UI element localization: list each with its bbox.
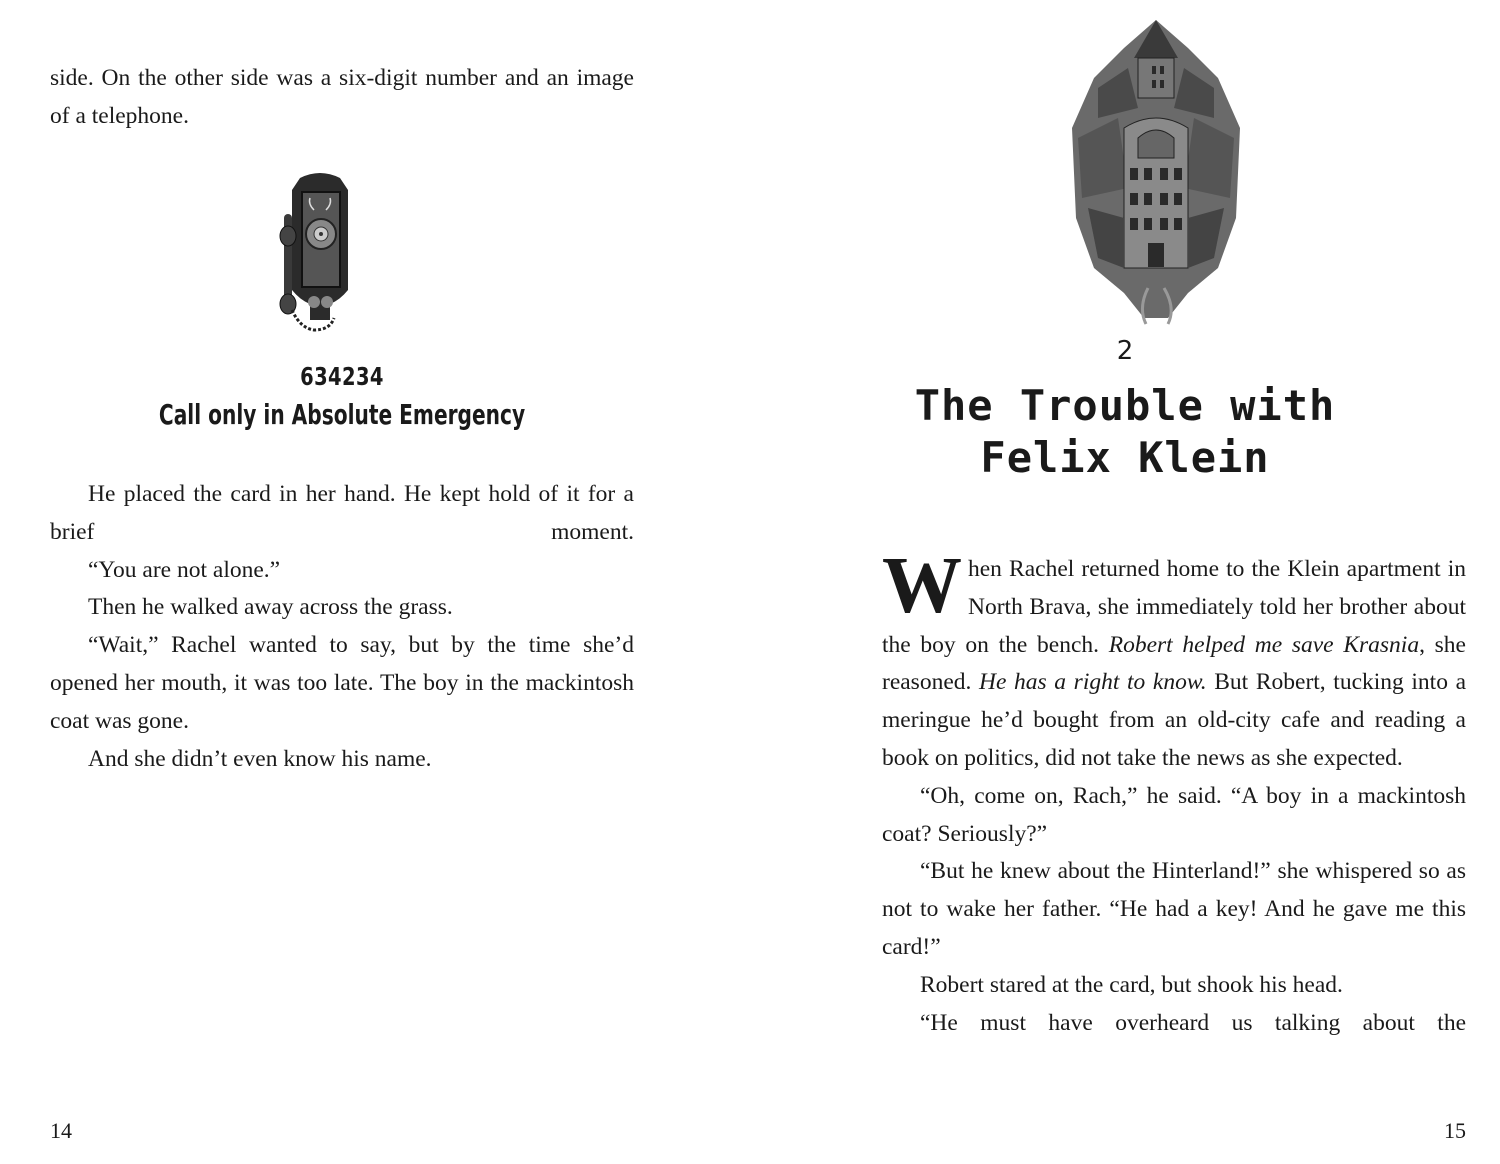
right-page xyxy=(750,0,1500,1164)
italic-run: He has a right to know. xyxy=(979,669,1207,696)
italic-run: Robert helped me save Krasnia xyxy=(1108,631,1420,658)
chapter-title-line: Felix Klein xyxy=(980,433,1270,482)
telephone-illustration xyxy=(270,170,370,340)
text-run: hen Rachel returned home to the Klein apartment in North Brava, she immediately told her brother about the boy on the bench. xyxy=(882,556,1466,658)
paragraph: “But he knew about the Hinterland!” she whispered so as not to wake her father. “He had a key! And he gave me this card!” xyxy=(882,858,1466,960)
paragraph: “You are not alone.” xyxy=(88,556,281,583)
paragraph: “He must have overheard us talking about the xyxy=(920,1009,1466,1036)
left-top-paragraph xyxy=(50,60,634,136)
paragraph: He placed the card in her hand. He kept hold of it for a brief moment. xyxy=(50,481,634,545)
text-run: , she reasoned. xyxy=(882,631,1466,696)
text-run: But Robert, tucking into a meringue he’d bought from an old-city cafe and reading a book on politics, did not take the news as she expected. xyxy=(882,669,1467,771)
paragraph: “Oh, come on, Rach,” he said. “A boy in a mackintosh coat? Seriously?” xyxy=(882,782,1466,847)
right-body-text xyxy=(882,542,1467,1042)
chapter-title-line: The Trouble with xyxy=(914,381,1336,430)
card-caption: Call only in Absolute Emergency xyxy=(158,398,526,431)
page-number: 14 xyxy=(50,1118,72,1143)
paragraph: And she didn’t even know his name. xyxy=(88,745,432,772)
drop-cap: W xyxy=(882,542,962,630)
city-building-illustration xyxy=(1068,18,1244,328)
chapter-title xyxy=(750,380,1500,484)
chapter-number: 2 xyxy=(1116,336,1134,366)
paragraph: “Wait,” Rachel wanted to say, but by the time she’d opened her mouth, it was too late. The boy in the mackintosh coat was gone. xyxy=(50,632,634,734)
paragraph xyxy=(882,542,1467,778)
left-body-text xyxy=(50,476,634,778)
page-number: 15 xyxy=(1444,1118,1466,1143)
card-number: 634234 xyxy=(300,362,384,391)
paragraph: Robert stared at the card, but shook his head. xyxy=(920,971,1343,998)
paragraph: side. On the other side was a six-digit number and an image of a telephone. xyxy=(50,65,634,129)
paragraph: Then he walked away across the grass. xyxy=(88,594,453,621)
